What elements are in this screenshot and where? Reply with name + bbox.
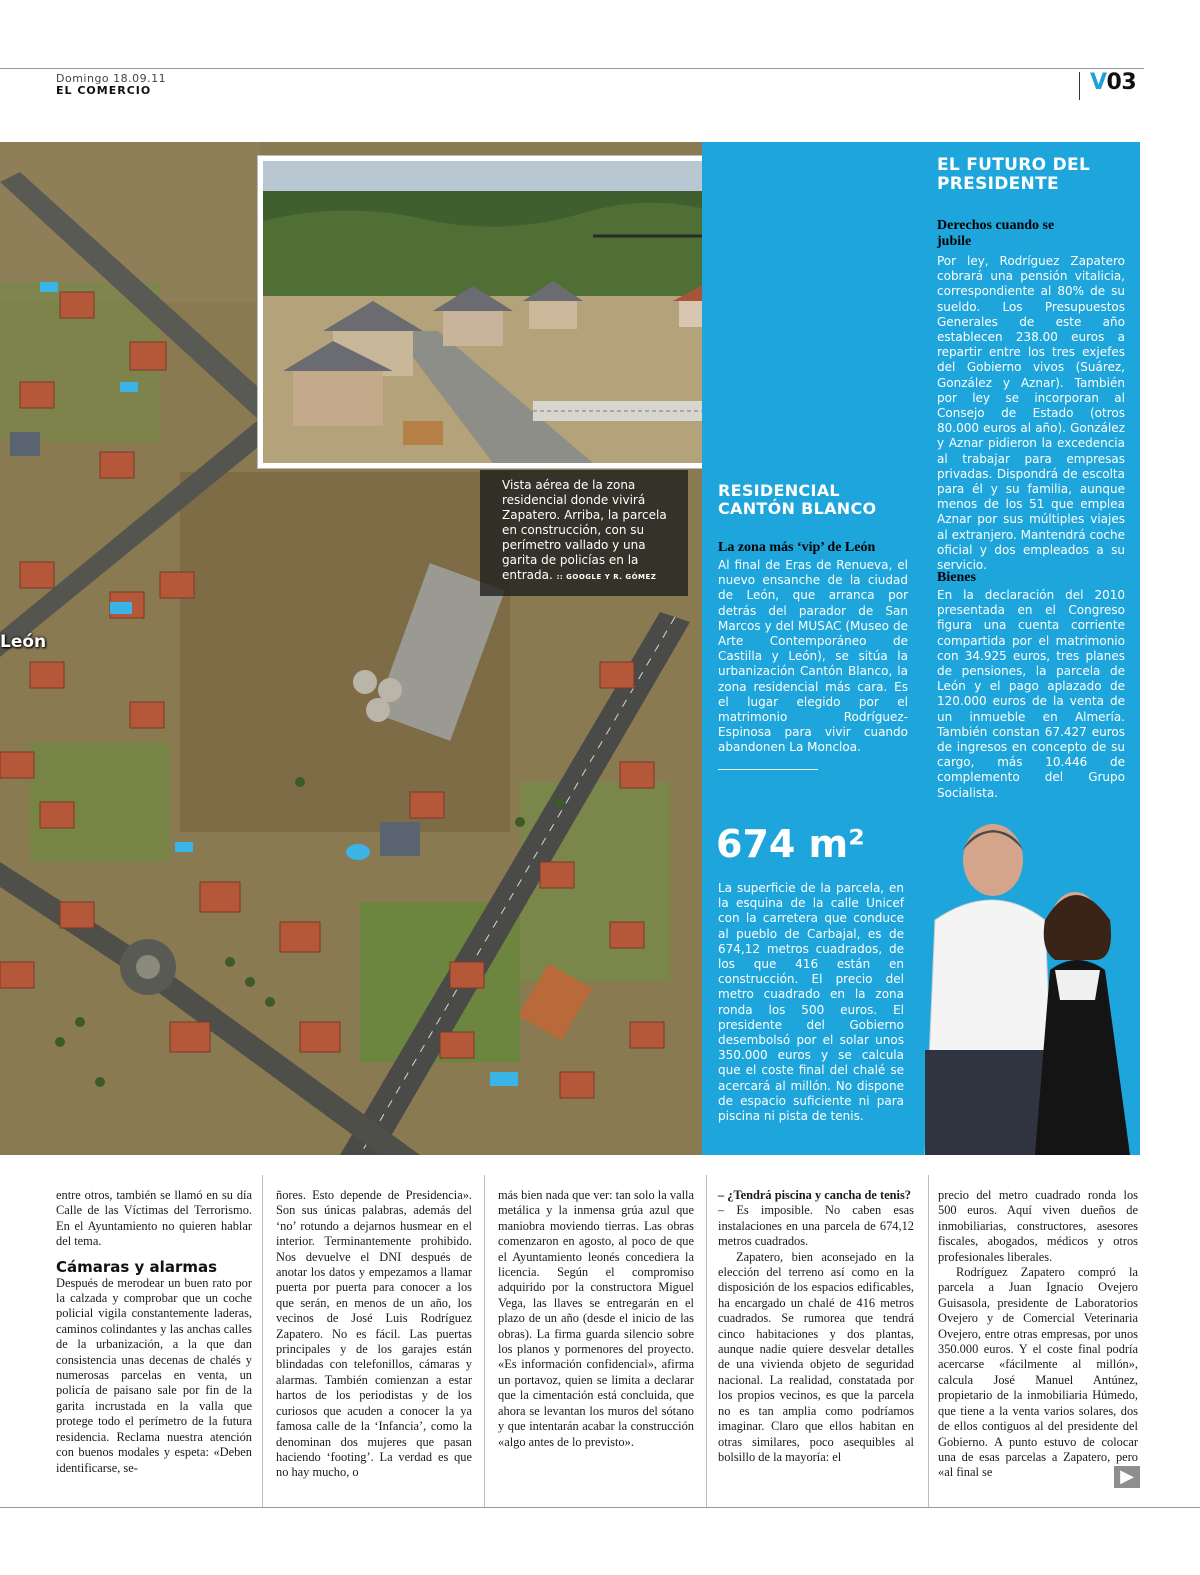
futuro-body-derechos: Por ley, Rodríguez Zapatero cobrará una pensión vitalicia, correspondiente al 80% de su sueldo. Los Presupuestos Generales de este año establecen 238.00 euros a repartir entre los tres exjefes del Gobierno vivos (Suárez, González y Aznar). También por ley se incorporan al Consejo de Estado (otros 80.000 euros al año). González y Aznar pidieron la excedencia al trabajar para empresas privadas. Dispondrá de escolta para él y su familia, aunque menos de los 51 que emplea Aznar por sus múltiples viajes al extranjero. Mantendrá coche oficial y dos empleados a su servicio. bbox=[937, 254, 1125, 573]
article-column-4 bbox=[718, 1188, 914, 1465]
interview-answer: – Es imposible. No caben esas instalaciones en una parcela de 674,12 metros cuadrados. bbox=[718, 1203, 914, 1249]
page-number: V03 bbox=[1090, 70, 1137, 95]
article-column-1 bbox=[56, 1188, 252, 1476]
futuro-title: EL FUTURO DEL PRESIDENTE bbox=[937, 155, 1091, 194]
plot-area-figure: 674 m² bbox=[716, 822, 865, 866]
photo-credit: :: GOOGLE Y R. GÓMEZ bbox=[556, 573, 657, 581]
residencial-subtitle: La zona más ‘vip’ de León bbox=[718, 540, 876, 555]
futuro-heading-derechos: Derechos cuando se jubile bbox=[937, 218, 1055, 249]
chevron-right-icon[interactable]: ▶ bbox=[1114, 1466, 1140, 1488]
article-column-3 bbox=[498, 1188, 694, 1450]
couple-photo bbox=[905, 810, 1155, 1155]
paragraph: Zapatero, bien aconsejado en la elección del terreno así como en la disposición de los espacios edificables, ha encargado un chalé de 416 metros cuadrados. Se rumorea que tendrá cinco habitaciones y dos plantas, aunque nadie quiere desvelar detalles de una vivienda objeto de seguridad nacional. La realidad, constatada por los propios vecinos, es que la parcela no es tan amplia como podríamos imaginar. Claro que ellos habitan en otras similares, poco asequibles al bolsillo de la mayoría: el bbox=[718, 1249, 914, 1464]
paragraph: entre otros, también se llamó en su día Calle de las Víctimas del Terrorismo. En el Ayuntamiento no quieren hablar del tema. bbox=[56, 1188, 252, 1249]
column-rule bbox=[484, 1175, 485, 1507]
publication-name: EL COMERCIO bbox=[56, 84, 152, 97]
futuro-heading-bienes: Bienes bbox=[937, 570, 976, 585]
residencial-body: Al final de Eras de Renueva, el nuevo ensanche de la ciudad de León, que arranca por detrás del parador de San Marcos y del MUSAC (Museo de Arte Contemporáneo de Castilla y León), se sitúa la urbanización Cantón Blanco, la zona residencial más cara. Es el lugar elegido por el matrimonio Rodríguez-Espinosa para vivir cuando abandonen La Moncloa. bbox=[718, 558, 908, 755]
paragraph: precio del metro cuadrado ronda los 500 euros. Aquí viven dueños de inmobiliarias, constructores, asesores fiscales, abogados, médicos y otros profesionales liberales. bbox=[938, 1188, 1138, 1264]
caption-text: Vista aérea de la zona residencial donde vivirá Zapatero. Arriba, la parcela en construcción, con su perímetro vallado y una garita de policías en la entrada. bbox=[502, 478, 667, 582]
plot-area-body: La superficie de la parcela, en la esquina de la calle Unicef con la carretera que conduce al pueblo de Carbajal, es de 674,12 metros cuadrados, de los que 416 están en construcción. El precio del metro cuadrado en la zona ronda los 500 euros. El presidente del Gobierno desembolsó por el solar unos 350.000 euros y se calcula que el coste final del chalé se acercará al millón. No dispone de espacio suficiente ni para piscina ni pista de tenis. bbox=[718, 881, 904, 1124]
header-rule bbox=[0, 68, 1144, 69]
map-label-leon: León bbox=[0, 632, 47, 652]
residencial-rule bbox=[718, 769, 818, 770]
article-column-2 bbox=[276, 1188, 472, 1481]
paragraph: más bien nada que ver: tan solo la valla metálica y la inmensa grúa azul que maniobra moviendo tierras. Las obras comenzaron en agosto, al poco de que el Ayuntamiento leonés concediera la licencia. Según el compromiso adquirido por la constructora Miguel Vega, las llaves se entregarán en el plazo de un año (desde el inicio de las obras). La firma guarda silencio sobre los planos y pormenores del proyecto. «Es información confidencial», afirma un portavoz, quien se limita a declarar que la cimentación está concluida, que ahora se levantan los muros del sótano y que intentarán acabar la construcción «algo antes de lo previsto». bbox=[498, 1188, 694, 1449]
article-column-5 bbox=[938, 1188, 1138, 1481]
issue-date: Domingo 18.09.11 bbox=[56, 72, 167, 85]
column-rule bbox=[706, 1175, 707, 1507]
column-rule bbox=[928, 1175, 929, 1507]
futuro-body-bienes: En la declaración del 2010 presentada en el Congreso figura una cuenta corriente compartida por el matrimonio con 34.925 euros, tres planes de pensiones, la parcela de León y el pago aplazado de 120.000 euros de la venta de un inmueble en Almería. También constan 67.427 euros de ingresos en concepto de su cargo, más 10.446 de complemento del Grupo Socialista. bbox=[937, 588, 1125, 800]
photo-caption bbox=[480, 470, 688, 596]
section-heading: Cámaras y alarmas bbox=[56, 1257, 218, 1276]
paragraph: ñores. Esto depende de Presidencia». Son sus únicas palabras, además del ‘no’ rotundo a dejarnos husmear en el interior. Terminantemente prohibido. Nos devuelve el DNI después de anotar los datos y empezamos a llamar puerta por puerta para conocer a los que serán, en menos de un año, los vecinos de José Luis Rodríguez Zapatero. No es fácil. Las puertas principales y de los garajes están blindadas con telefonillos, cámaras y alarmas. También comienzan a estar hartos de los periodistas y de los curiosos que acuden a conocer la ya famosa calle de la ‘Infancia’, como la denominan dos mujeres que pasan haciendo ‘footing’. La verdad es que no hay mucho, o bbox=[276, 1188, 472, 1480]
header-separator bbox=[1079, 72, 1080, 100]
footer-rule bbox=[0, 1507, 1200, 1508]
paragraph: Después de merodear un buen rato por la calzada y comprobar que un coche policial vigila constantemente laderas, caminos colindantes y las anchas calles de la urbanización, a la que dan consistencia unas decenas de chalés y numerosas parcelas en venta, un policía de paisano sale por fin de la garita incrustada en la valla que protege todo el perímetro de la futura residencia. Reclama nuestra atención con buenos modales y espeta: «Deben identificarse, se- bbox=[56, 1275, 252, 1475]
residencial-title: RESIDENCIAL CANTÓN BLANCO bbox=[718, 481, 877, 518]
interview-question: – ¿Tendrá piscina y cancha de tenis? bbox=[718, 1188, 911, 1202]
paragraph: Rodríguez Zapatero compró la parcela a Juan Ignacio Ovejero Guisasola, presidente de Laboratorios Ovejero y de Comercial Veterinaria Ovejero, entre otras empresas, por unos 350.000 euros. Y el coste final podría acercarse «fácilmente al millón», calcula José Manuel Antúnez, propietario de la inmobiliaria Húmedo, que tiene a la venta varios solares, dos de ellos contiguos al del presidente del Gobierno. A punto estuvo de colocar una de esas parcelas a Zapatero, pero «al final se bbox=[938, 1265, 1138, 1480]
column-rule bbox=[262, 1175, 263, 1507]
